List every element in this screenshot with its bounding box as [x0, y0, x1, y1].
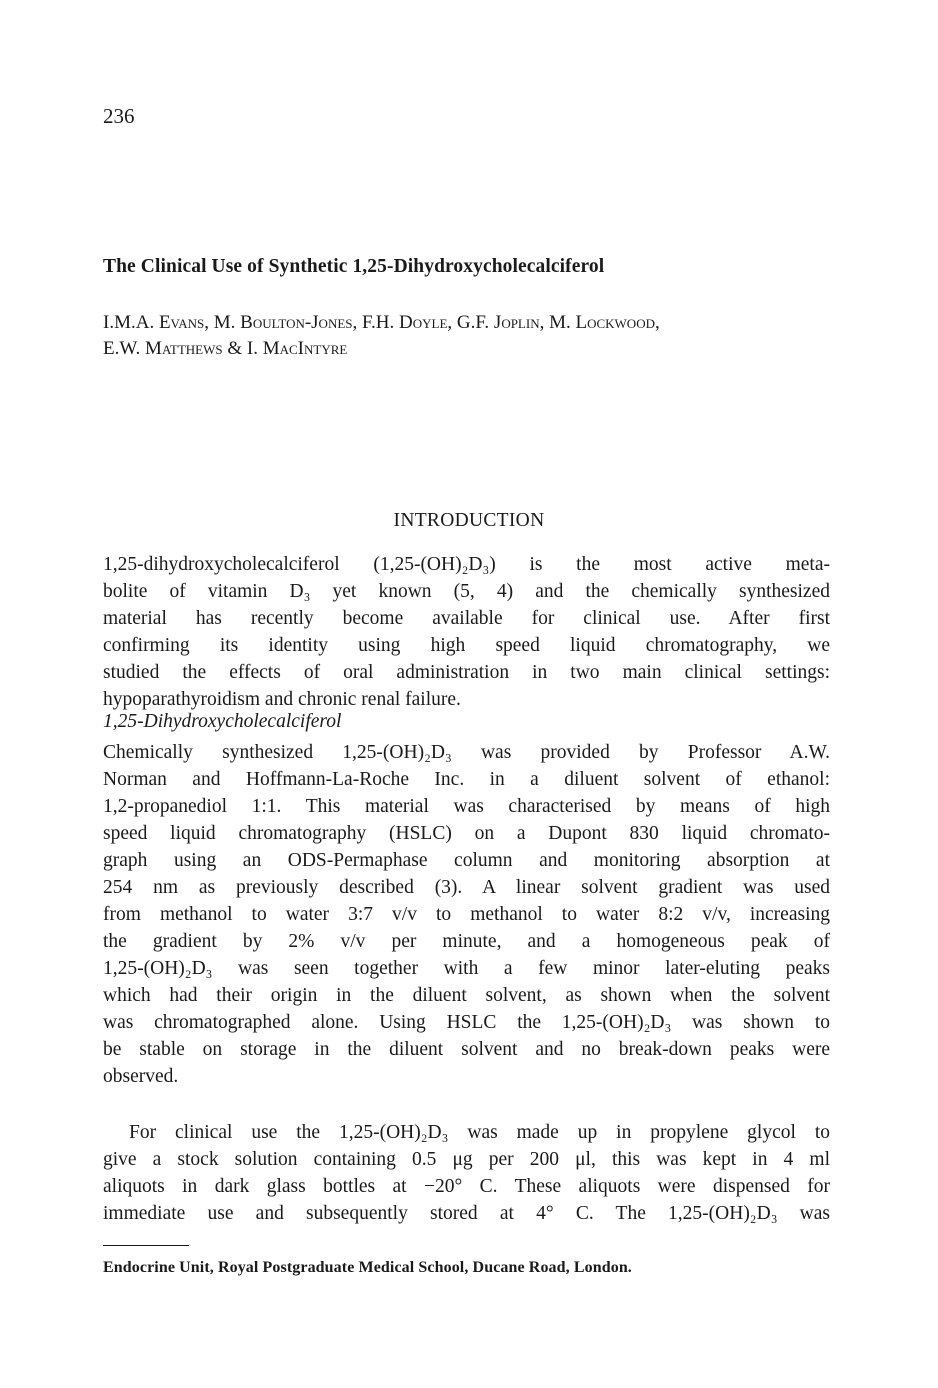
- article-title: The Clinical Use of Synthetic 1,25-Dihydroxycholecalciferol: [103, 256, 605, 277]
- text-line: give a stock solution containing 0.5 μg per 200 μl, this was kept in 4 ml: [103, 1149, 830, 1170]
- text-line: Chemically synthesized 1,25-(OH)₂D₃ was provided by Professor A.W.: [103, 742, 830, 763]
- text-line: studied the effects of oral administration in two main clinical settings:: [103, 662, 830, 683]
- introduction-paragraph: [103, 551, 830, 713]
- author-list: [103, 310, 838, 362]
- text-line: which had their origin in the diluent solvent, as shown when the solvent: [103, 985, 830, 1006]
- text-line: bolite of vitamin D₃ yet known (5, 4) and the chemically synthesized: [103, 581, 830, 602]
- methods-paragraph: [103, 739, 830, 1090]
- subsection-heading: 1,25-Dihydroxycholecalciferol: [103, 711, 342, 732]
- text-line: the gradient by 2% v/v per minute, and a homogeneous peak of: [103, 931, 830, 952]
- author-line: I.M.A. Evans, M. Boulton-Jones, F.H. Doyle, G.F. Joplin, M. Lockwood,: [103, 312, 660, 333]
- text-line: 1,25-(OH)₂D₃ was seen together with a few minor later-eluting peaks: [103, 958, 830, 979]
- text-line: material has recently become available for clinical use. After first: [103, 608, 830, 629]
- text-line: graph using an ODS-Permaphase column and monitoring absorption at: [103, 850, 830, 871]
- clinical-use-paragraph: [103, 1119, 830, 1227]
- text-line: be stable on storage in the diluent solvent and no break-down peaks were: [103, 1039, 830, 1060]
- author-line: E.W. Matthews & I. MacIntyre: [103, 338, 348, 359]
- section-heading-introduction: INTRODUCTION: [393, 510, 545, 531]
- text-line: Norman and Hoffmann-La-Roche Inc. in a diluent solvent of ethanol:: [103, 769, 830, 790]
- page-number: 236: [103, 104, 135, 128]
- text-line: hypoparathyroidism and chronic renal failure.: [103, 689, 461, 710]
- text-line: 254 nm as previously described (3). A linear solvent gradient was used: [103, 877, 830, 898]
- text-line: speed liquid chromatography (HSLC) on a Dupont 830 liquid chromato-: [103, 823, 830, 844]
- text-line: confirming its identity using high speed liquid chromatography, we: [103, 635, 830, 656]
- text-line: For clinical use the 1,25-(OH)₂D₃ was made up in propylene glycol to: [129, 1122, 830, 1143]
- text-line: immediate use and subsequently stored at 4° C. The 1,25-(OH)₂D₃ was: [103, 1203, 830, 1224]
- text-line: 1,25-dihydroxycholecalciferol (1,25-(OH)₂D₃) is the most active meta-: [103, 554, 830, 575]
- affiliation-footnote: Endocrine Unit, Royal Postgraduate Medical School, Ducane Road, London.: [103, 1259, 632, 1276]
- text-line: 1,2-propanediol 1:1. This material was characterised by means of high: [103, 796, 830, 817]
- text-line: from methanol to water 3:7 v/v to methanol to water 8:2 v/v, increasing: [103, 904, 830, 925]
- text-line: was chromatographed alone. Using HSLC the 1,25-(OH)₂D₃ was shown to: [103, 1012, 830, 1033]
- footnote-rule: [103, 1245, 189, 1246]
- text-line: aliquots in dark glass bottles at −20° C. These aliquots were dispensed for: [103, 1176, 830, 1197]
- text-line: observed.: [103, 1066, 179, 1087]
